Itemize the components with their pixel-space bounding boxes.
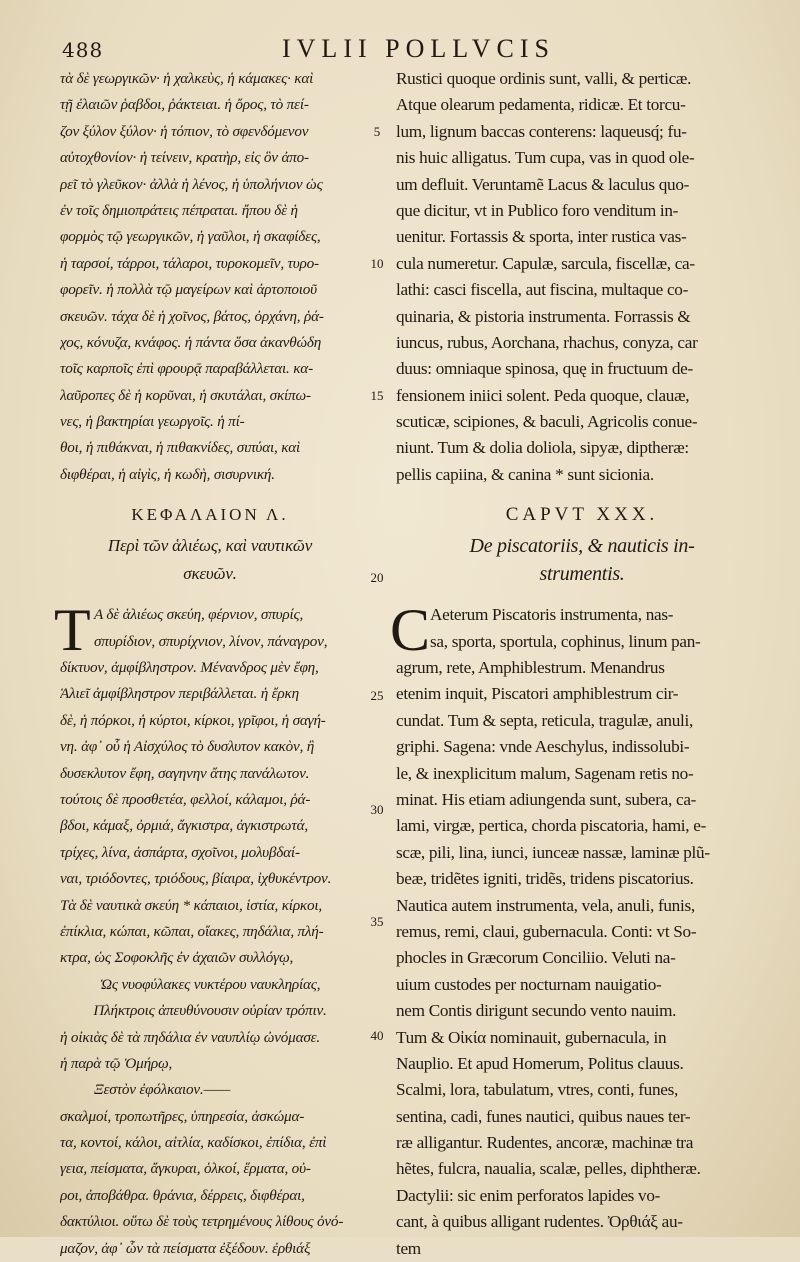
text-line: nis huic alligatus. Tum cupa, vas in quod ole-	[396, 148, 695, 168]
text-line: lathi: casci fiscella, aut fiscina, multaque co-	[396, 280, 688, 300]
text-line: Atque olearum pedamenta, ridicæ. Et torcu-	[396, 95, 686, 115]
text-line: ἡ οἰκιὰς δὲ τὰ πηδάλια ἐν ναυπλίῳ ὠνόμασε.	[60, 1028, 321, 1046]
text-line: διφθέραι, ἡ αἰγὶς, ἡ κωδὴ, σισυρνική.	[60, 465, 275, 483]
text-line: ἐπίκλια, κώπαι, κῶπαι, οἴακες, πηδάλια, πλή-	[60, 922, 324, 940]
text-line: Ξεστὸν ἐφόλκαιον.——	[94, 1081, 231, 1099]
margin-number: 5	[373, 124, 381, 139]
text-line: θοι, ἡ πιθάκναι, ἡ πιθακνίδες, σιπύαι, καὶ	[60, 439, 301, 457]
latin-column	[390, 66, 768, 1262]
text-line: Πλήκτροις ἀπευθύνουσιν οὐρίαν τρόπιν.	[93, 1002, 327, 1020]
text-line: agrum, rete, Amphiblestrum. Menandrus	[396, 658, 665, 678]
text-line: Nautica autem instrumenta, vela, anuli, funis,	[396, 895, 695, 915]
greek-chapter-heading: ΚΕΦΑΛΑΙΟΝ Λ.	[131, 505, 289, 525]
text-line: cant, à quibus alligant rudentes. Ὀρθιάξ au-	[396, 1212, 683, 1232]
greek-body-start	[54, 597, 360, 971]
latin-chapter-title-line-1: De piscatoriis, & nauticis in-	[469, 535, 695, 558]
margin-number: 40	[370, 1028, 384, 1043]
text-line: τοῖς καρποῖς ἐπὶ φρουρᾷ παραβάλλεται. κα-	[60, 360, 313, 378]
text-line: τὰ δὲ γεωργικῶν· ἡ χαλκεὺς, ἡ κάμακες· καὶ	[60, 70, 314, 87]
text-line: νες, ἡ βακτηρίαι γεωργοῖς. ἡ πί-	[60, 413, 245, 431]
text-line: sa, sporta, sportula, cophinus, linum pan-	[430, 631, 701, 651]
text-line: δυσεκλυτον ἔφη, σαγηνην ἄτης πανάλωτον.	[60, 764, 310, 782]
text-line: τα, κοντοί, κάλοι, αἰτλία, καδίσκοι, ἐπίδια, ἐπὶ	[60, 1134, 327, 1152]
text-line: ἡ ταρσοί, τάρροι, τάλαροι, τυροκομεῖν, τυρο-	[60, 254, 319, 272]
margin-number: 30	[370, 802, 384, 817]
text-line: pellis capiina, & canina * sunt sicionia.	[396, 464, 654, 484]
text-line: ἡ παρὰ τῷ Ὁμήρῳ,	[60, 1054, 173, 1072]
text-line: χος, κόνυζα, κνάφος. ἡ πάντα ὅσα ἀκανθώδη	[60, 333, 322, 351]
text-line: uenitur. Fortassis & sporta, inter rustica vas-	[396, 227, 687, 247]
text-line: ναι, τριόδοντες, τριόδους, βίαιρα, ἰχθυκέντρον.	[60, 870, 332, 888]
text-line: δὲ, ἡ πόρκοι, ἡ κύρτοι, κίρκοι, γρῖφοι, ἡ σαγή-	[60, 711, 326, 729]
text-line: remus, remi, claui, gubernacula. Conti: vt So-	[396, 921, 697, 941]
text-line: δίκτυον, ἀμφίβληστρον. Μένανδρος μὲν ἔφη,	[60, 659, 319, 677]
greek-chapter-title-line-1: Περὶ τῶν ἁλιέως, καὶ ναυτικῶν	[107, 536, 313, 556]
text-line: lum, lignum baccas conterens: laqueusq́; fu-	[396, 121, 687, 141]
text-line: Aeterum Piscatoris instrumenta, nas-	[430, 605, 674, 625]
greek-body-end	[60, 1104, 360, 1262]
margin-number: 35	[370, 914, 384, 929]
margin-number: 20	[370, 570, 384, 585]
text-line: niunt. Tum & dolia doliola, sipyæ, diptheræ:	[396, 438, 689, 458]
text-line: ροι, ἀποβάθρα. θράνια, δέρρεις, διφθέραι,	[60, 1186, 305, 1204]
text-line: beæ, tridẽtes igniti, tridẽs, tridens piscatorius.	[396, 869, 694, 889]
text-line: cula numeretur. Capulæ, sarcula, fiscellæ, ca-	[396, 253, 695, 273]
text-line: lami, virgæ, pertica, chorda piscatoria, hami, e-	[396, 816, 706, 836]
greek-column	[54, 66, 360, 1262]
text-line: sentina, cadi, funes nautici, quibus naues ter-	[396, 1106, 691, 1126]
page-header	[62, 30, 740, 64]
text-line: ἐν τοῖς δημιοπράτεις πέπραται. ἤπου δὲ ἡ	[60, 201, 298, 219]
greek-body-tail	[60, 1025, 360, 1078]
text-line: Α δὲ ἁλιέως σκεύη, φέρνιον, σπυρίς,	[94, 606, 304, 624]
latin-body-start	[390, 597, 768, 1262]
text-line: ræ alligantur. Rudentes, ancoræ, machinæ tra	[396, 1133, 694, 1153]
latin-chapter-heading: CAPVT XXX.	[505, 504, 659, 526]
running-title: IVLII POLLVCIS	[282, 34, 555, 63]
text-line: σκευῶν. τάχα δὲ ἡ χοῖνος, βάτος, ὀρχάνη, ῥά-	[60, 307, 324, 325]
text-line: griphi. Sagena: vnde Aeschylus, indissolubi-	[396, 737, 690, 757]
text-line: scæ, pili, lina, iunci, iunceæ nassæ, laminæ plũ-	[396, 842, 710, 862]
text-line: ζον ξύλον ξύλον· ἡ τόπιον, τὸ σφενδόμενον	[60, 122, 309, 140]
latin-chapter-title-line-2: strumentis.	[539, 563, 625, 586]
text-line: fensionem iniici solent. Peda quoque, clauæ,	[396, 385, 690, 405]
text-line: minat. His etiam adiungenda sunt, subera, ca-	[396, 789, 697, 809]
text-line: τῇ ἐλαιῶν ῥαβδοι, ῥάκτειαι. ἡ ὄρος, τὸ πεί-	[60, 96, 309, 114]
text-line: λαῦροπες δὲ ἡ κορῦναι, ἡ σκυτάλαι, σκίπω-	[60, 386, 311, 404]
text-line: nem Contis dirigunt secundo vento nauim.	[396, 1001, 677, 1021]
greek-homer-quote	[60, 1077, 360, 1103]
text-line: φορεῖν. ἡ πολλὰ τῷ μαγείρων καὶ ἀρτοποιοῦ	[60, 281, 317, 299]
text-line: Τὰ δὲ ναυτικὰ σκεύη * κάπαιοι, ἱστία, κίρκοι,	[60, 896, 323, 914]
greek-top-text	[60, 66, 360, 488]
text-line: σπυρίδιον, σπυρίχνιον, λίνον, πάναγρον,	[94, 632, 328, 650]
margin-number: 10	[370, 256, 384, 271]
text-line: Ὡς νυοφύλακες νυκτέρου ναυκληρίας,	[99, 975, 321, 993]
text-line: Dactylii: sic enim perforatos lapides vo-	[396, 1185, 661, 1205]
page-number: 488	[62, 38, 104, 62]
text-line: μαζον, ἀφ᾽ ὧν τὰ πείσματα ἐξέδουν. ἐρθιάξ	[60, 1239, 311, 1257]
greek-drop-capital: Τ	[54, 597, 91, 664]
greek-verse-quote	[60, 972, 360, 1025]
text-line: Scalmi, lora, tabulatum, vtres, conti, funes,	[396, 1080, 678, 1100]
latin-top-text	[396, 66, 768, 488]
text-line: scuticæ, scipiones, & baculi, Agricolis conue-	[396, 412, 698, 432]
text-line: ρεῖ τὸ γλεῦκον· ἀλλὰ ἡ λένος, ἡ ὑπολήνιον ὡς	[60, 175, 323, 193]
text-line: φορμὸς τῷ γεωργικῶν, ἡ γαῦλοι, ἡ σκαφίδες,	[60, 228, 321, 246]
text-line: βδοι, κάμαξ, ὀρμιά, ἄγκιστρα, ἀγκιστρωτά,	[60, 817, 308, 835]
text-line: cundat. Tum & septa, reticula, tragulæ, anuli,	[396, 710, 693, 730]
text-line: le, & inexplicitum malum, Sagenam retis no-	[396, 763, 694, 783]
text-line: νη. ἀφ᾽ οὗ ἡ Αἰσχύλος τὸ δυσλυτον κακὸν, ἢ	[60, 738, 315, 756]
latin-body-text	[396, 602, 768, 1262]
text-line: hẽtes, fulcra, naualia, scalæ, pelles, diphtheræ.	[396, 1159, 701, 1179]
text-line: αὐτοχθονίον· ἡ τείνειν, κρατὴρ, εἰς ὃν ἀπο-	[60, 149, 309, 167]
latin-drop-capital: C	[390, 597, 430, 664]
margin-number: 15	[370, 388, 384, 403]
text-line: Tum & Οἰκία nominauit, gubernacula, in	[396, 1027, 667, 1047]
text-line: tem	[396, 1238, 421, 1258]
text-line: δακτύλιοι. οὕτω δὲ τοὺς τετρημένους λίθους ὀνό-	[60, 1213, 344, 1231]
text-line: σκαλμοί, τροπωτῆρες, ὑπηρεσία, ἀσκώμα-	[60, 1107, 305, 1125]
text-line: etenim inquit, Piscatori amphiblestrum cir-	[396, 684, 679, 704]
text-line: quinaria, & pistoria instrumenta. Forrassis &	[396, 306, 691, 326]
text-line: phocles in Græcorum Conciliio. Veluti na-	[396, 948, 676, 968]
text-line: Rustici quoque ordinis sunt, valli, & perticæ.	[396, 69, 692, 88]
text-line: um defluit. Veruntamẽ Lacus & laculus quo-	[396, 174, 690, 194]
text-line: que dicitur, vt in Publico foro venditum in-	[396, 200, 679, 220]
margin-number: 25	[370, 688, 384, 703]
text-line: uium custodes per nocturnam nauigatio-	[396, 974, 662, 994]
text-line: τρίχες, λίνα, ἀσπάρτα, σχοῖνοι, μολυβδαί-	[60, 843, 300, 861]
text-line: iuncus, rubus, Aorchana, rhachus, conyza, car	[396, 332, 698, 352]
text-line: γεια, πείσματα, ἄγκυραι, ὁλκοί, ἕρματα, οὐ-	[60, 1160, 311, 1178]
text-line: κτρα, ὡς Σοφοκλῆς ἐν ἀχαιῶν συλλόγῳ,	[60, 949, 294, 967]
greek-chapter-title-line-2: σκευῶν.	[183, 564, 237, 584]
text-line: Nauplio. Et apud Homerum, Politus clauus.	[396, 1053, 684, 1073]
text-line: duus: omniaque spinosa, quę in fructuum de-	[396, 359, 693, 379]
greek-body-text	[60, 602, 360, 971]
text-line: Ἁλιεῖ ἀμφίβληστρον περιβάλλεται. ἡ ἔρκη	[60, 685, 299, 703]
text-line: τούτοις δὲ προσθετέα, φελλοί, κάλαμοι, ῥά-	[60, 790, 311, 808]
